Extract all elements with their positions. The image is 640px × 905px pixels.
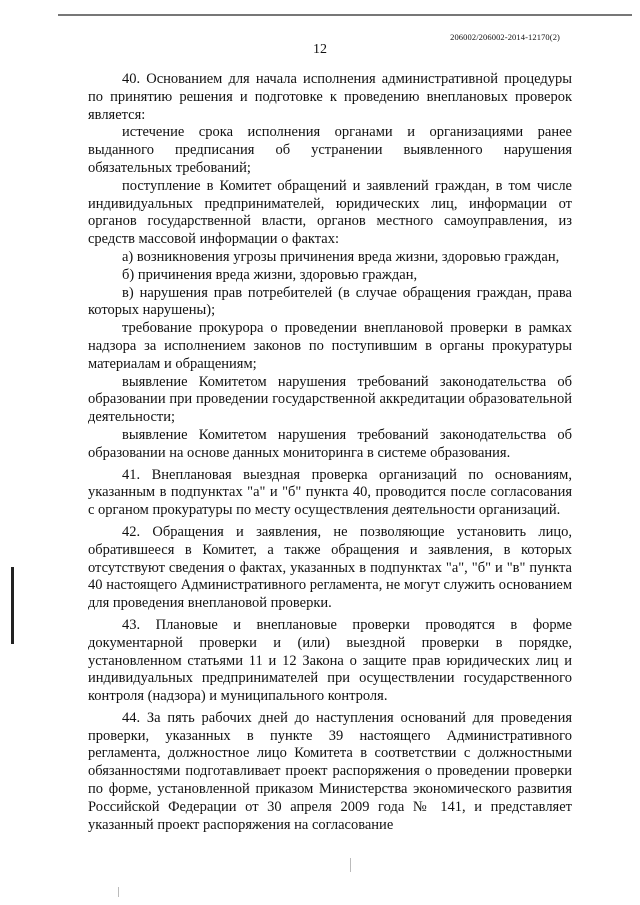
paragraph-42: 42. Обращения и заявления, не позволяющие установить лицо, обратившееся в Комитет, а также обращения и заявления, в которых отсутствуют сведения о фактах, указанных в подпунктах "а", "б" и "в" пункта 40 настоящего Административного регламента, не могут служить основанием для проведения внеплановой проверки. xyxy=(88,523,572,612)
document-id: 206002/206002-2014-12170(2) xyxy=(450,32,560,42)
paragraph-40-item-b: б) причинения вреда жизни, здоровью граждан, xyxy=(122,266,418,283)
paragraph-40-reason-4: выявление Комитетом нарушения требований законодательства об образовании при проведении государственной аккредитации образовательной деятельности; xyxy=(88,373,572,426)
paragraph-41: 41. Внеплановая выездная проверка организаций по основаниям, указанным в подпунктах "а" и "б" пункта 40, проводится после согласования с органом прокуратуры по месту осуществления деятельности организаций. xyxy=(88,466,572,519)
paragraph-43: 43. Плановые и внеплановые проверки проводятся в форме документарной проверки и (или) выездной проверки в порядке, установленном статьями 11 и 12 Закона о защите прав юридических лиц и индивидуальных предпринимателей при осуществлении государственного контроля (надзора) и муниципального контроля. xyxy=(88,616,572,705)
paragraph-40-reason-1: истечение срока исполнения органами и организациями ранее выданного предписания об устранении выявленного нарушения обязательных требований; xyxy=(88,124,572,176)
document-body xyxy=(88,71,572,834)
scan-artifact xyxy=(118,887,119,897)
page-number: 12 xyxy=(313,42,327,57)
paragraph-40-item-c: в) нарушения прав потребителей (в случае обращения граждан, права которых нарушены); xyxy=(88,284,572,319)
paragraph-40: 40. Основанием для начала исполнения административной процедуры по принятию решения и подготовке к проведению внеплановых проверок является: xyxy=(88,71,572,123)
scan-margin-mark xyxy=(11,567,14,644)
paragraph-40-reason-3: требование прокурора о проведении внеплановой проверки в рамках надзора за исполнением законов по поступившим в органы прокуратуры материалам и обращениям; xyxy=(88,320,572,372)
page-top-border xyxy=(58,14,632,16)
scan-artifact xyxy=(350,858,351,872)
paragraph-44: 44. За пять рабочих дней до наступления оснований для проведения проверки, указанных в пункте 39 настоящего Административного регламента, должностное лицо Комитета в соответствии с должностными обязанностями подготавливает проект распоряжения о проведении проверки по форме, установленной приказом Министерства экономического развития Российской Федерации от 30 апреля 2009 года № 141, и представляет указанный проект распоряжения на согласование xyxy=(88,709,572,833)
paragraph-40-reason-5: выявление Комитетом нарушения требований законодательства об образовании на основе данных мониторинга в системе образования. xyxy=(88,426,572,461)
paragraph-40-item-a: а) возникновения угрозы причинения вреда жизни, здоровью граждан, xyxy=(122,248,560,265)
paragraph-40-reason-2: поступление в Комитет обращений и заявлений граждан, в том числе индивидуальных предпринимателей, юридических лиц, информации от органов государственной власти, органов местного самоуправления, из средств массовой информации о фактах: xyxy=(88,177,572,248)
